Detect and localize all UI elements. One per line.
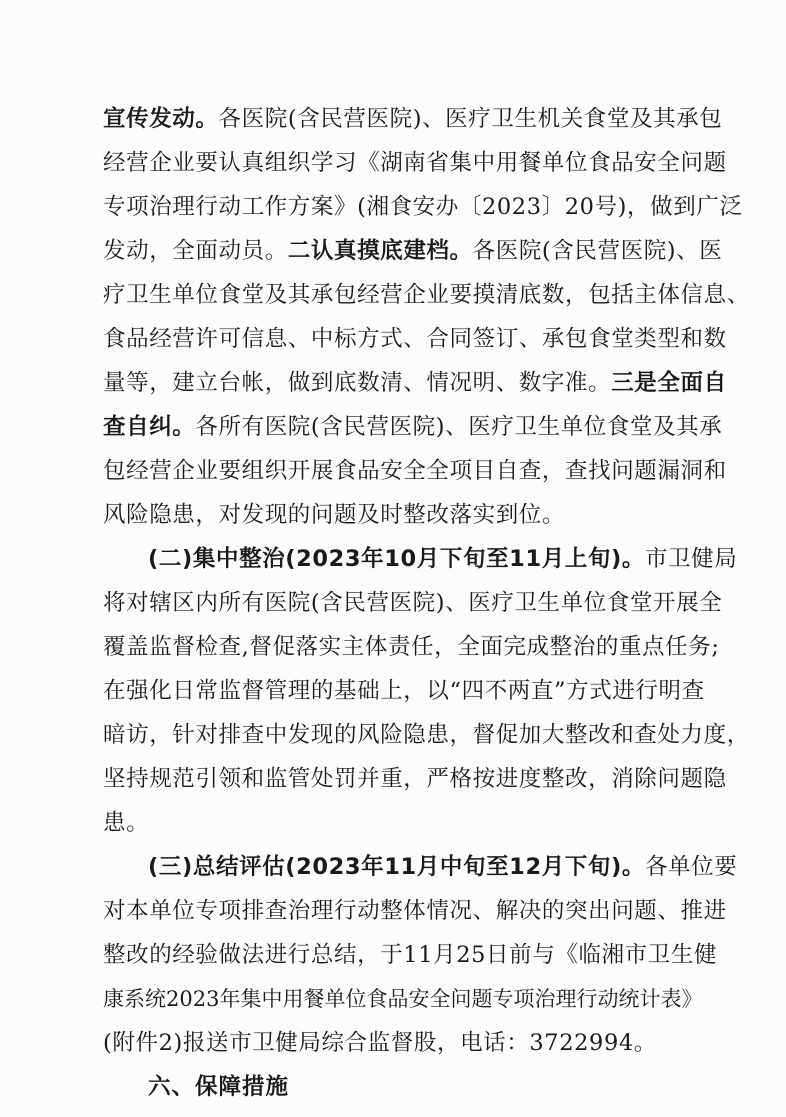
text-line: 患。 <box>103 810 150 836</box>
text-span: 各所有医院(含民营医院)、医疗卫生单位食堂及其承 <box>195 414 723 440</box>
text-span: 市卫健局 <box>644 546 738 572</box>
text-line: 疗卫生单位食堂及其承包经营企业要摸清底数，包括主体信息、 <box>103 282 750 308</box>
text-line <box>148 847 738 887</box>
text-line: 专项治理行动工作方案》(湘食安办〔2023〕20号)，做到广泛 <box>103 194 743 220</box>
text-line: 经营企业要认真组织学习《湖南省集中用餐单位食品安全问题 <box>103 150 727 176</box>
text-line <box>103 363 727 403</box>
text-line: (附件2)报送市卫健局综合监督股，电话：3722994。 <box>103 1030 657 1056</box>
text-span: 各医院(含民营医院)、医 <box>472 238 723 264</box>
bold-phrase: 查自纠。 <box>103 414 196 440</box>
text-line: 食品经营许可信息、中标方式、合同签订、承包食堂类型和数 <box>103 326 727 352</box>
text-span: 量等，建立台帐，做到底数清、情况明、数字准。 <box>103 370 612 396</box>
text-line: 暗访，针对排查中发现的风险隐患，督促加大整改和查处力度， <box>103 722 750 748</box>
text-line <box>103 99 723 139</box>
text-line: 整改的经验做法进行总结，于11月25日前与《临湘市卫生健 <box>103 942 718 968</box>
text-line: 坚持规范引领和监管处罚并重，严格按进度整改，消除问题隐 <box>103 766 727 792</box>
text-span: 发动，全面动员。 <box>103 238 288 264</box>
text-line: 将对辖区内所有医院(含民营医院)、医疗卫生单位食堂开展全 <box>103 590 723 616</box>
text-span: 各单位要 <box>644 854 738 880</box>
text-span: 各医院(含民营医院)、医疗卫生机关食堂及其承包 <box>218 106 723 132</box>
text-line <box>148 539 738 579</box>
text-line: 对本单位专项排查治理行动整体情况、解决的突出问题、推进 <box>103 898 727 924</box>
text-line: 风险隐患，对发现的问题及时整改落实到位。 <box>103 502 566 528</box>
text-line: 包经营企业要组织开展食品安全全项目自查，查找问题漏洞和 <box>103 458 727 484</box>
bold-phrase: (三)总结评估(2023年11月中旬至12月下旬)。 <box>148 854 645 880</box>
text-line <box>103 231 723 271</box>
text-line: 康系统2023年集中用餐单位食品安全问题专项治理行动统计表》 <box>103 987 703 1011</box>
bold-phrase: (二)集中整治(2023年10月下旬至11月上旬)。 <box>148 546 645 572</box>
text-line: 在强化日常监督管理的基础上，以“四不两直”方式进行明查 <box>103 678 705 704</box>
bold-phrase: 宣传发动。 <box>103 106 219 132</box>
bold-phrase: 二认真摸底建档。 <box>287 238 473 264</box>
section-heading: 六、保障措施 <box>148 1074 290 1100</box>
bold-phrase: 三是全面自 <box>611 370 727 396</box>
text-line <box>103 407 723 447</box>
text-line: 覆盖监督检查,督促落实主体责任，全面完成整治的重点任务; <box>103 634 720 660</box>
